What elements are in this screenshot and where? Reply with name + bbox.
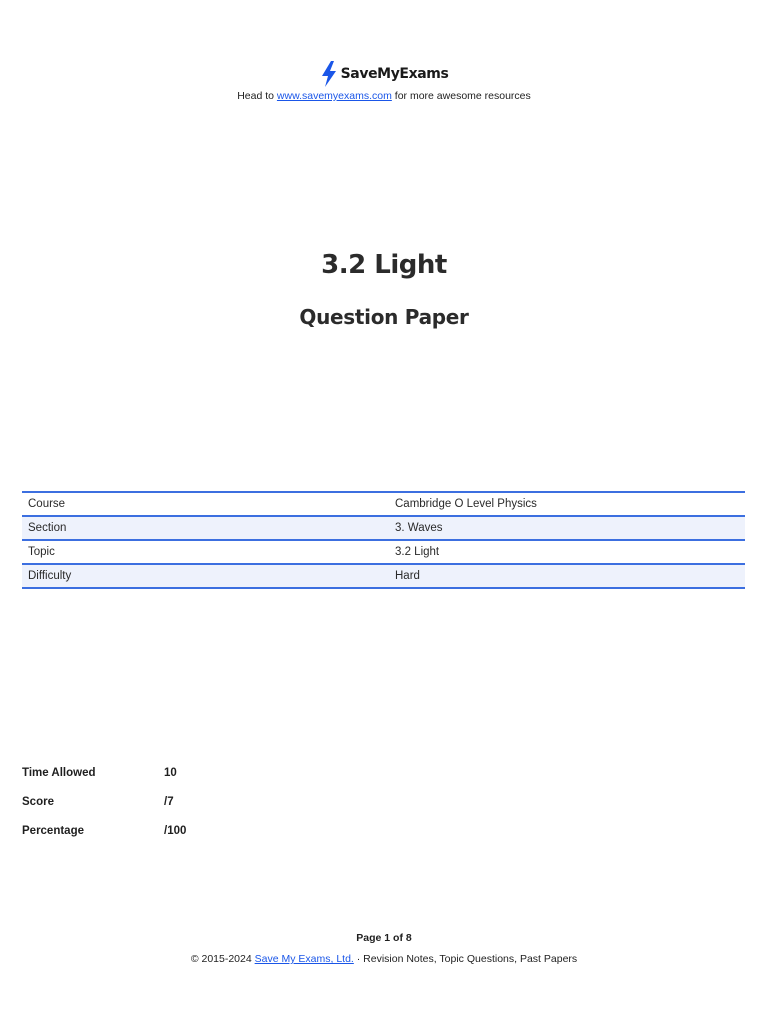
table-cell-value: Hard (395, 570, 420, 582)
copyright (0, 953, 768, 965)
stat-value: /7 (164, 795, 174, 808)
stat-label: Time Allowed (22, 766, 96, 779)
table-cell-value: 3.2 Light (395, 546, 440, 558)
stat-row-score (22, 787, 186, 816)
stat-label: Score (22, 795, 54, 808)
copyright-suffix: · Revision Notes, Topic Questions, Past Papers (353, 953, 578, 965)
table-cell-key: Section (28, 522, 67, 534)
stat-row-percentage (22, 816, 186, 845)
page-number: Page 1 of 8 (356, 932, 412, 944)
tagline (0, 90, 768, 102)
website-link[interactable]: www.savemyexams.com (276, 90, 392, 102)
page-header (0, 60, 768, 102)
tagline-suffix: for more awesome resources (391, 90, 531, 102)
stat-value: /100 (164, 824, 187, 837)
page-title: 3.2 Light (321, 250, 447, 280)
stat-row-time (22, 758, 186, 787)
logo-text: SaveMyExams (340, 66, 449, 82)
table-cell-key: Topic (28, 546, 55, 558)
table-cell-value: 3. Waves (395, 522, 443, 534)
info-table (22, 491, 745, 589)
tagline-prefix: Head to (237, 90, 277, 102)
table-row (22, 540, 745, 564)
page-subtitle: Question Paper (299, 305, 469, 329)
stat-value: 10 (164, 766, 177, 779)
company-link[interactable]: Save My Exams, Ltd. (254, 953, 354, 965)
table-cell-value: Cambridge O Level Physics (395, 498, 537, 510)
table-cell-key: Course (28, 498, 66, 510)
copyright-prefix: © 2015-2024 (190, 953, 255, 965)
stat-label: Percentage (22, 824, 85, 837)
logo[interactable] (0, 60, 768, 88)
table-cell-key: Difficulty (28, 570, 72, 582)
table-row (22, 492, 745, 516)
page-footer (0, 932, 768, 965)
stats-block (22, 758, 186, 845)
table-row (22, 516, 745, 540)
table-row (22, 564, 745, 588)
lightning-bolt-icon (320, 61, 338, 87)
